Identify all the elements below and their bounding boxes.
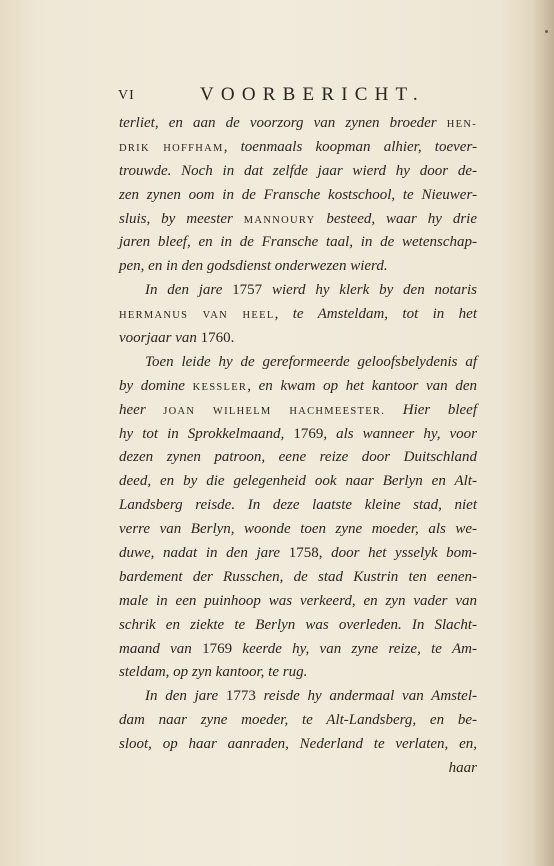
text-line: dam naar zyne moeder, te Alt-Landsberg, en be-	[119, 712, 477, 729]
text-line: by domine KESSLER, en kwam op het kantoor van den	[119, 377, 477, 394]
text-line: DRIK HOFFHAM, toenmaals koopman alhier, toever-	[119, 138, 477, 155]
text-line: pen, en in den godsdienst onderwezen wierd.	[119, 258, 388, 275]
text-line: hy tot in Sprokkelmaand, 1769, als wanneer hy, voor	[119, 425, 477, 442]
text-line: sloot, op haar aanraden, Nederland te verlaten, en,	[119, 736, 477, 753]
text-line: male in een puinhoop was verkeerd, en zyn vader van	[119, 592, 477, 609]
text-line: steldam, op zyn kantoor, te rug.	[119, 664, 308, 681]
text-line: Landsberg reisde. In deze laatste kleine stad, niet	[119, 497, 477, 514]
text-line: terliet, en aan de voorzorg van zynen broeder HEN-	[119, 115, 477, 131]
text-line: jaren bleef, en in de Fransche taal, in de wetenschap-	[119, 234, 477, 251]
running-head: VOORBERICHT.	[200, 84, 425, 105]
body-text	[119, 112, 477, 781]
catchword: haar	[448, 760, 477, 777]
text-line: trouwde. Noch in dat zelfde jaar wierd hy door de-	[119, 162, 477, 179]
text-line: bardement der Russchen, de stad Kustrin ten eenen-	[119, 568, 477, 585]
text-line: verre van Berlyn, woonde toen zyne moeder, als we-	[119, 521, 477, 538]
text-line: heer JOAN WILHELM HACHMEESTER. Hier bleef	[119, 401, 477, 418]
page-gutter-shadow	[532, 0, 554, 866]
text-line: zen zynen oom in de Fransche kostschool, te Nieuwer-	[119, 186, 477, 203]
text-line: In den jare 1757 wierd hy klerk by den notaris	[145, 282, 477, 299]
text-line: sluis, by meester MANNOURY besteed, waar hy drie	[119, 210, 477, 227]
text-line: deed, en by die gelegenheid ook naar Berlyn en Alt-	[119, 473, 477, 490]
page-number: VI	[118, 88, 135, 103]
page-header	[118, 84, 498, 108]
text-line: In den jare 1773 reisde hy andermaal van Amstel-	[145, 688, 477, 705]
text-line: maand van 1769 keerde hy, van zyne reize, te Am-	[119, 640, 477, 657]
text-line: HERMANUS VAN HEEL, te Amsteldam, tot in het	[119, 306, 477, 323]
text-line: duwe, nadat in den jare 1758, door het ysselyk bom-	[119, 545, 477, 562]
margin-speck	[545, 30, 548, 33]
text-line: voorjaar van 1760.	[119, 330, 235, 347]
text-line: dezen zynen patroon, eene reize door Duitschland	[119, 449, 477, 466]
text-line: Toen leide hy de gereformeerde geloofsbelydenis af	[145, 353, 477, 370]
text-line: schrik en ziekte te Berlyn was overleden. In Slacht-	[119, 616, 477, 633]
